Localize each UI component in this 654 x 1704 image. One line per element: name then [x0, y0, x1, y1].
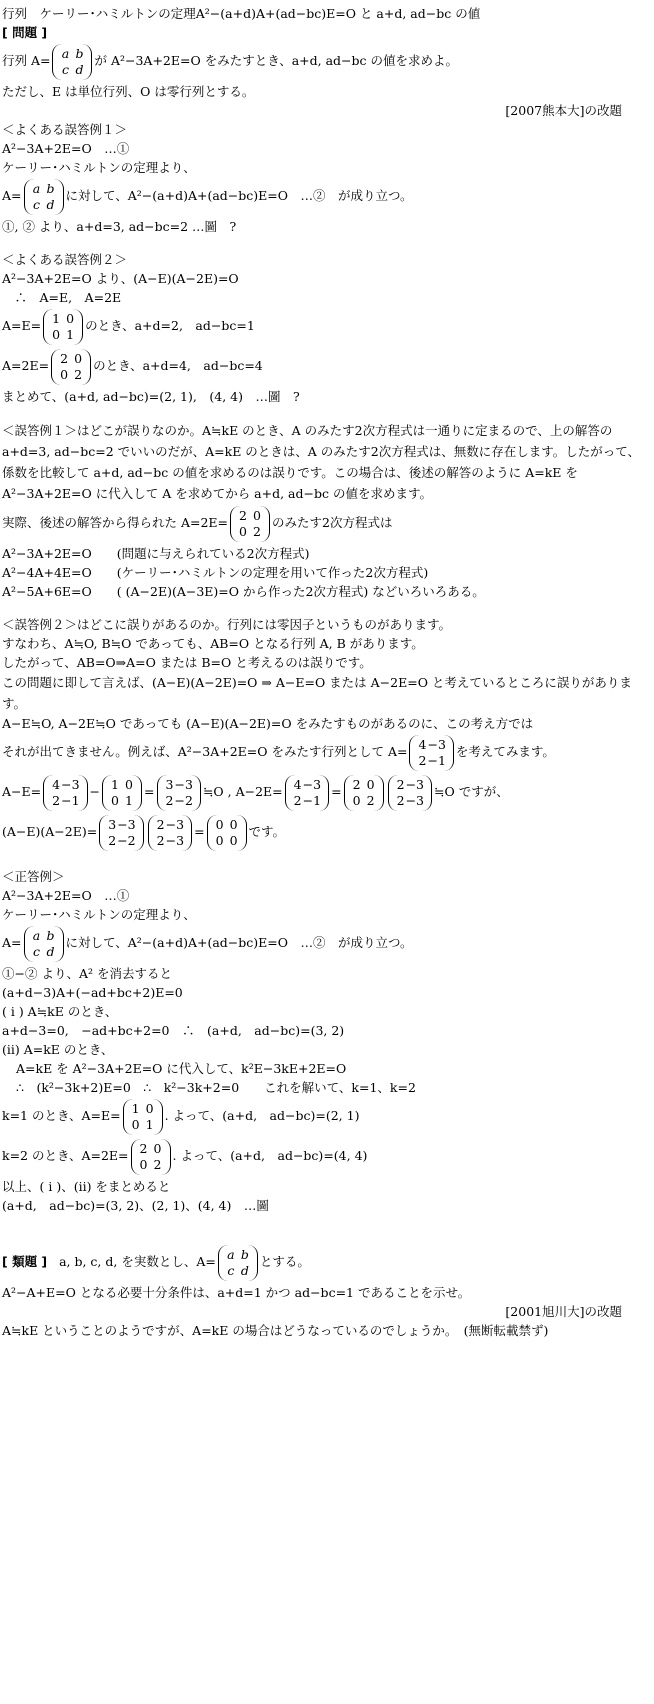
matrix-entry: b — [75, 45, 84, 61]
correct-example-heading: ＜正答例＞ — [2, 869, 65, 884]
matrix-entry: −1 — [427, 752, 446, 768]
matrix — [43, 775, 87, 811]
matrix-entry: 2 — [239, 507, 247, 523]
matrix-entry: −3 — [405, 792, 425, 808]
matrix-entry: −1 — [61, 792, 80, 808]
text-line: A²−A+E=O となる必要十分条件は、a+d=1 かつ ad−bc=1 であることを示せ。 — [2, 1285, 471, 1300]
matrix-entry: c — [61, 61, 69, 77]
matrix-entry: −2 — [174, 792, 193, 808]
matrix — [102, 775, 142, 811]
matrix-entry: 3 — [165, 776, 174, 792]
matrix-entry: 2 — [108, 832, 117, 848]
page-title: 行列 ケーリー･ハミルトンの定理A²−(a+d)A+(ad−bc)E=O と a+d, ad−bc の値 — [2, 6, 481, 21]
wrong-example-1-heading: ＜よくある誤答例１＞ — [2, 122, 128, 137]
matrix-entry: 2 — [253, 523, 261, 539]
matrix-entry: 2 — [156, 832, 165, 848]
matrix-entry: 2 — [139, 1140, 148, 1156]
matrix-entry: 2 — [366, 792, 375, 808]
matrix-entry: −3 — [405, 776, 425, 792]
matrix — [148, 815, 192, 851]
matrix-entry: a — [227, 1246, 235, 1262]
matrix-entry: −3 — [165, 816, 185, 832]
matrix-2e — [230, 506, 270, 542]
text-line: したがって、AB=O⇒A=O または B=O と考えるのは誤りです。 — [2, 655, 372, 670]
matrix-entry: −3 — [165, 832, 185, 848]
matrix-entry: 3 — [108, 816, 117, 832]
matrix-abcd — [218, 1245, 258, 1281]
matrix-entry: 0 — [215, 816, 224, 832]
text-line: ①−② より、A² を消去すると — [2, 966, 172, 981]
matrix — [344, 775, 384, 811]
matrix-entry: 1 — [66, 326, 75, 342]
matrix-entry: −1 — [302, 792, 322, 808]
problem-note: ただし、E は単位行列、O は零行列とする。 — [2, 84, 255, 99]
matrix-entry: 1 — [131, 1100, 140, 1116]
matrix-entry: 0 — [74, 350, 83, 366]
equation: A²−3A+2E=O …① — [2, 888, 130, 903]
matrix-entry: 2 — [418, 752, 427, 768]
equation: A²−3A+2E=O …① — [2, 141, 130, 156]
case-line: A=E= 1 0 0 1 のとき、a+d=2, ad−bc=1 — [2, 307, 648, 347]
matrix-2e — [131, 1139, 171, 1175]
matrix — [388, 775, 432, 811]
matrix-entry: 0 — [229, 816, 238, 832]
case-line: k=2 のとき、A=2E= 2 0 0 2 . よって、(a+d, ad−bc)=(4, 4) — [2, 1137, 648, 1177]
matrix-abcd — [24, 179, 64, 215]
equation: A²−4A+4E=O (ケーリー･ハミルトンの定理を用いて作った2次方程式) — [2, 565, 429, 580]
equation: A²−3A+2E=O (問題に与えられている2次方程式) — [2, 546, 310, 561]
text-line: ケーリー･ハミルトンの定理より、 — [2, 160, 196, 175]
matrix-entry: 2 — [153, 1156, 162, 1172]
matrix-example — [409, 735, 453, 771]
case-line: A=2E= 2 0 0 2 のとき、a+d=4, ad−bc=4 — [2, 347, 648, 387]
matrix-entry: 0 — [52, 326, 61, 342]
matrix-identity — [43, 309, 83, 345]
matrix-entry: 2 — [52, 792, 61, 808]
matrix-entry: 0 — [125, 776, 133, 792]
case-heading: ( i ) A≒kE のとき、 — [2, 1004, 118, 1019]
matrix — [99, 815, 143, 851]
matrix-entry: −2 — [117, 832, 136, 848]
cayley-hamilton-line: A= a b c d に対して、A²−(a+d)A+(ad−bc)E=O …② が成り立つ。 — [2, 924, 648, 964]
problem-heading: [ 問題 ] — [2, 25, 48, 40]
matrix-abcd — [52, 44, 92, 80]
matrix-entry: b — [46, 180, 55, 196]
matrix-entry: 2 — [293, 792, 302, 808]
matrix-entry: 0 — [366, 776, 375, 792]
matrix-entry: 1 — [125, 792, 133, 808]
matrix-entry: 0 — [145, 1100, 154, 1116]
matrix-entry: a — [32, 180, 41, 196]
text-line: ＜誤答例２＞はどこに誤りがあるのか。行列には零因子というものがあります。 — [2, 617, 452, 632]
matrix-entry: 2 — [165, 792, 174, 808]
matrix-abcd — [24, 926, 64, 962]
matrix-entry: c — [33, 943, 41, 959]
matrix-entry: 1 — [52, 310, 61, 326]
equation: A=kE を A²−3A+2E=O に代入して、k²E−3kE+2E=O — [16, 1061, 347, 1076]
matrix-entry: c — [227, 1262, 235, 1278]
matrix-identity — [123, 1099, 163, 1135]
matrix-entry: −3 — [61, 776, 80, 792]
matrix-entry: 2 — [156, 816, 165, 832]
matrix — [285, 775, 329, 811]
matrix-entry: 0 — [111, 792, 119, 808]
matrix-entry: 0 — [139, 1156, 148, 1172]
matrix-entry: 0 — [352, 792, 361, 808]
problem-statement: 行列 A= a b c d が A²−3A+2E=O をみたすとき、a+d, ad−bc の値を求めよ。 — [2, 42, 648, 82]
case-line: k=1 のとき、A=E= 1 0 0 1 . よって、(a+d, ad−bc)=(2, 1) — [2, 1097, 648, 1137]
cayley-hamilton-line: A= a b c d に対して、A²−(a+d)A+(ad−bc)E=O …② が成り立つ。 — [2, 177, 648, 217]
equation: A²−5A+6E=O ( (A−2E)(A−3E)=O から作った2次方程式) などいろいろある。 — [2, 584, 485, 599]
matrix-entry: 0 — [215, 832, 224, 848]
matrix-entry: −3 — [302, 776, 322, 792]
matrix-entry: 4 — [418, 736, 427, 752]
matrix-computation: A−E= 4 −3 2 −1 − 1 0 0 1 = 3 −3 2 −2 ≒O , A−2E= 4 −3 2 −1 = 2 0 0 2 2 −3 2 −3 ≒O ですが、 — [2, 773, 648, 813]
text-line: それが出てきません。例えば、A²−3A+2E=O をみたす行列として A= 4 −3 2 −1 を考えてみます。 — [2, 733, 648, 773]
text-line: この問題に即して言えば、(A−E)(A−2E)=O ⇒ A−E=O または A−2E=O と考えているところに誤りがあります。 — [2, 675, 632, 711]
similar-problem: [ 類題 ] a, b, c, d, を実数とし、A= a b c d とする。 — [2, 1243, 648, 1283]
wrong-answer-2: まとめて、(a+d, ad−bc)=(2, 1), (4, 4) …圖 ? — [2, 389, 300, 404]
matrix-entry: d — [46, 943, 55, 959]
explanation-paragraph-1: ＜誤答例１＞はどこが誤りなのか。A≒kE のとき、A のみたす2次方程式は一通りに定まるので、上の解答の a+d=3, ad−bc=2 でいいのだが、A=kE のときは、A のみたす2次方程式は、無数に存在します。したがって、係数を比較して a+d, ad−bc の値を求めるのは誤りです。この場合は、後述の解答のように A=kE を A²−3A+2E=O に代入して A を求めてから a+d, ad−bc の値を求めます。 — [2, 423, 641, 501]
matrix-entry: 0 — [239, 523, 247, 539]
final-answer: (a+d, ad−bc)=(3, 2)、(2, 1)、(4, 4) …圖 — [2, 1198, 269, 1213]
text-line: ケーリー･ハミルトンの定理より、 — [2, 907, 196, 922]
matrix — [207, 815, 247, 851]
case-heading: (ii) A=kE のとき、 — [2, 1042, 114, 1057]
matrix-2e — [51, 349, 91, 385]
matrix-entry: b — [240, 1246, 249, 1262]
matrix-entry: 0 — [131, 1116, 140, 1132]
equation: a+d−3=0, −ad+bc+2=0 ∴ (a+d, ad−bc)=(3, 2) — [2, 1023, 345, 1038]
matrix-entry: 1 — [111, 776, 119, 792]
matrix-entry: 2 — [74, 366, 83, 382]
matrix-entry: c — [33, 196, 41, 212]
wrong-answer-1: ①, ② より、a+d=3, ad−bc=2 …圖 ? — [2, 219, 237, 234]
matrix-entry: 2 — [396, 776, 405, 792]
matrix-entry: −3 — [174, 776, 193, 792]
problem-source: [2007熊本大]の改題 — [505, 103, 622, 118]
equation: ∴ A=E, A=2E — [2, 290, 122, 305]
matrix-entry: 1 — [145, 1116, 154, 1132]
matrix-entry: −3 — [427, 736, 446, 752]
closing-note: A≒kE ということのようですが、A=kE の場合はどうなっているのでしょうか。 (無断転載禁ず) — [2, 1323, 549, 1338]
equation: (a+d−3)A+(−ad+bc+2)E=0 — [2, 985, 183, 1000]
text-line: すなわち、A≒O, B≒O であっても、AB=O となる行列 A, B があります。 — [2, 636, 424, 651]
equation: ∴ (k²−3k+2)E=0 ∴ k²−3k+2=0 これを解いて、k=1、k=2 — [16, 1080, 416, 1095]
matrix-entry: d — [240, 1262, 249, 1278]
problem-source: [2001旭川大]の改題 — [505, 1304, 622, 1319]
matrix-entry: −3 — [117, 816, 136, 832]
matrix-entry: 2 — [60, 350, 69, 366]
matrix-entry: 2 — [396, 792, 405, 808]
matrix-computation: (A−E)(A−2E)= 3 −3 2 −2 2 −3 2 −3 = 0 0 0 0 です。 — [2, 813, 648, 853]
matrix-entry: 4 — [52, 776, 61, 792]
matrix-entry: 0 — [153, 1140, 162, 1156]
text-line: 以上、( i )、(ii) をまとめると — [2, 1179, 171, 1194]
equation: A²−3A+2E=O より、(A−E)(A−2E)=O — [2, 271, 239, 286]
text-line: A−E≒O, A−2E≒O であっても (A−E)(A−2E)=O をみたすものがあるのに、この考え方では — [2, 716, 534, 731]
text-line: 実際、後述の解答から得られた A=2E= 2 0 0 2 のみたす2次方程式は — [2, 504, 648, 544]
wrong-example-2-heading: ＜よくある誤答例２＞ — [2, 252, 128, 267]
matrix — [157, 775, 201, 811]
matrix-entry: 4 — [293, 776, 302, 792]
matrix-entry: 0 — [60, 366, 69, 382]
similar-problem-heading: [ 類題 ] — [2, 1254, 48, 1269]
matrix-entry: a — [32, 927, 41, 943]
matrix-entry: 2 — [352, 776, 361, 792]
matrix-entry: d — [75, 61, 84, 77]
matrix-entry: 0 — [253, 507, 261, 523]
matrix-entry: a — [61, 45, 70, 61]
matrix-entry: 0 — [229, 832, 238, 848]
matrix-entry: b — [46, 927, 55, 943]
matrix-entry: d — [46, 196, 55, 212]
matrix-entry: 0 — [66, 310, 75, 326]
